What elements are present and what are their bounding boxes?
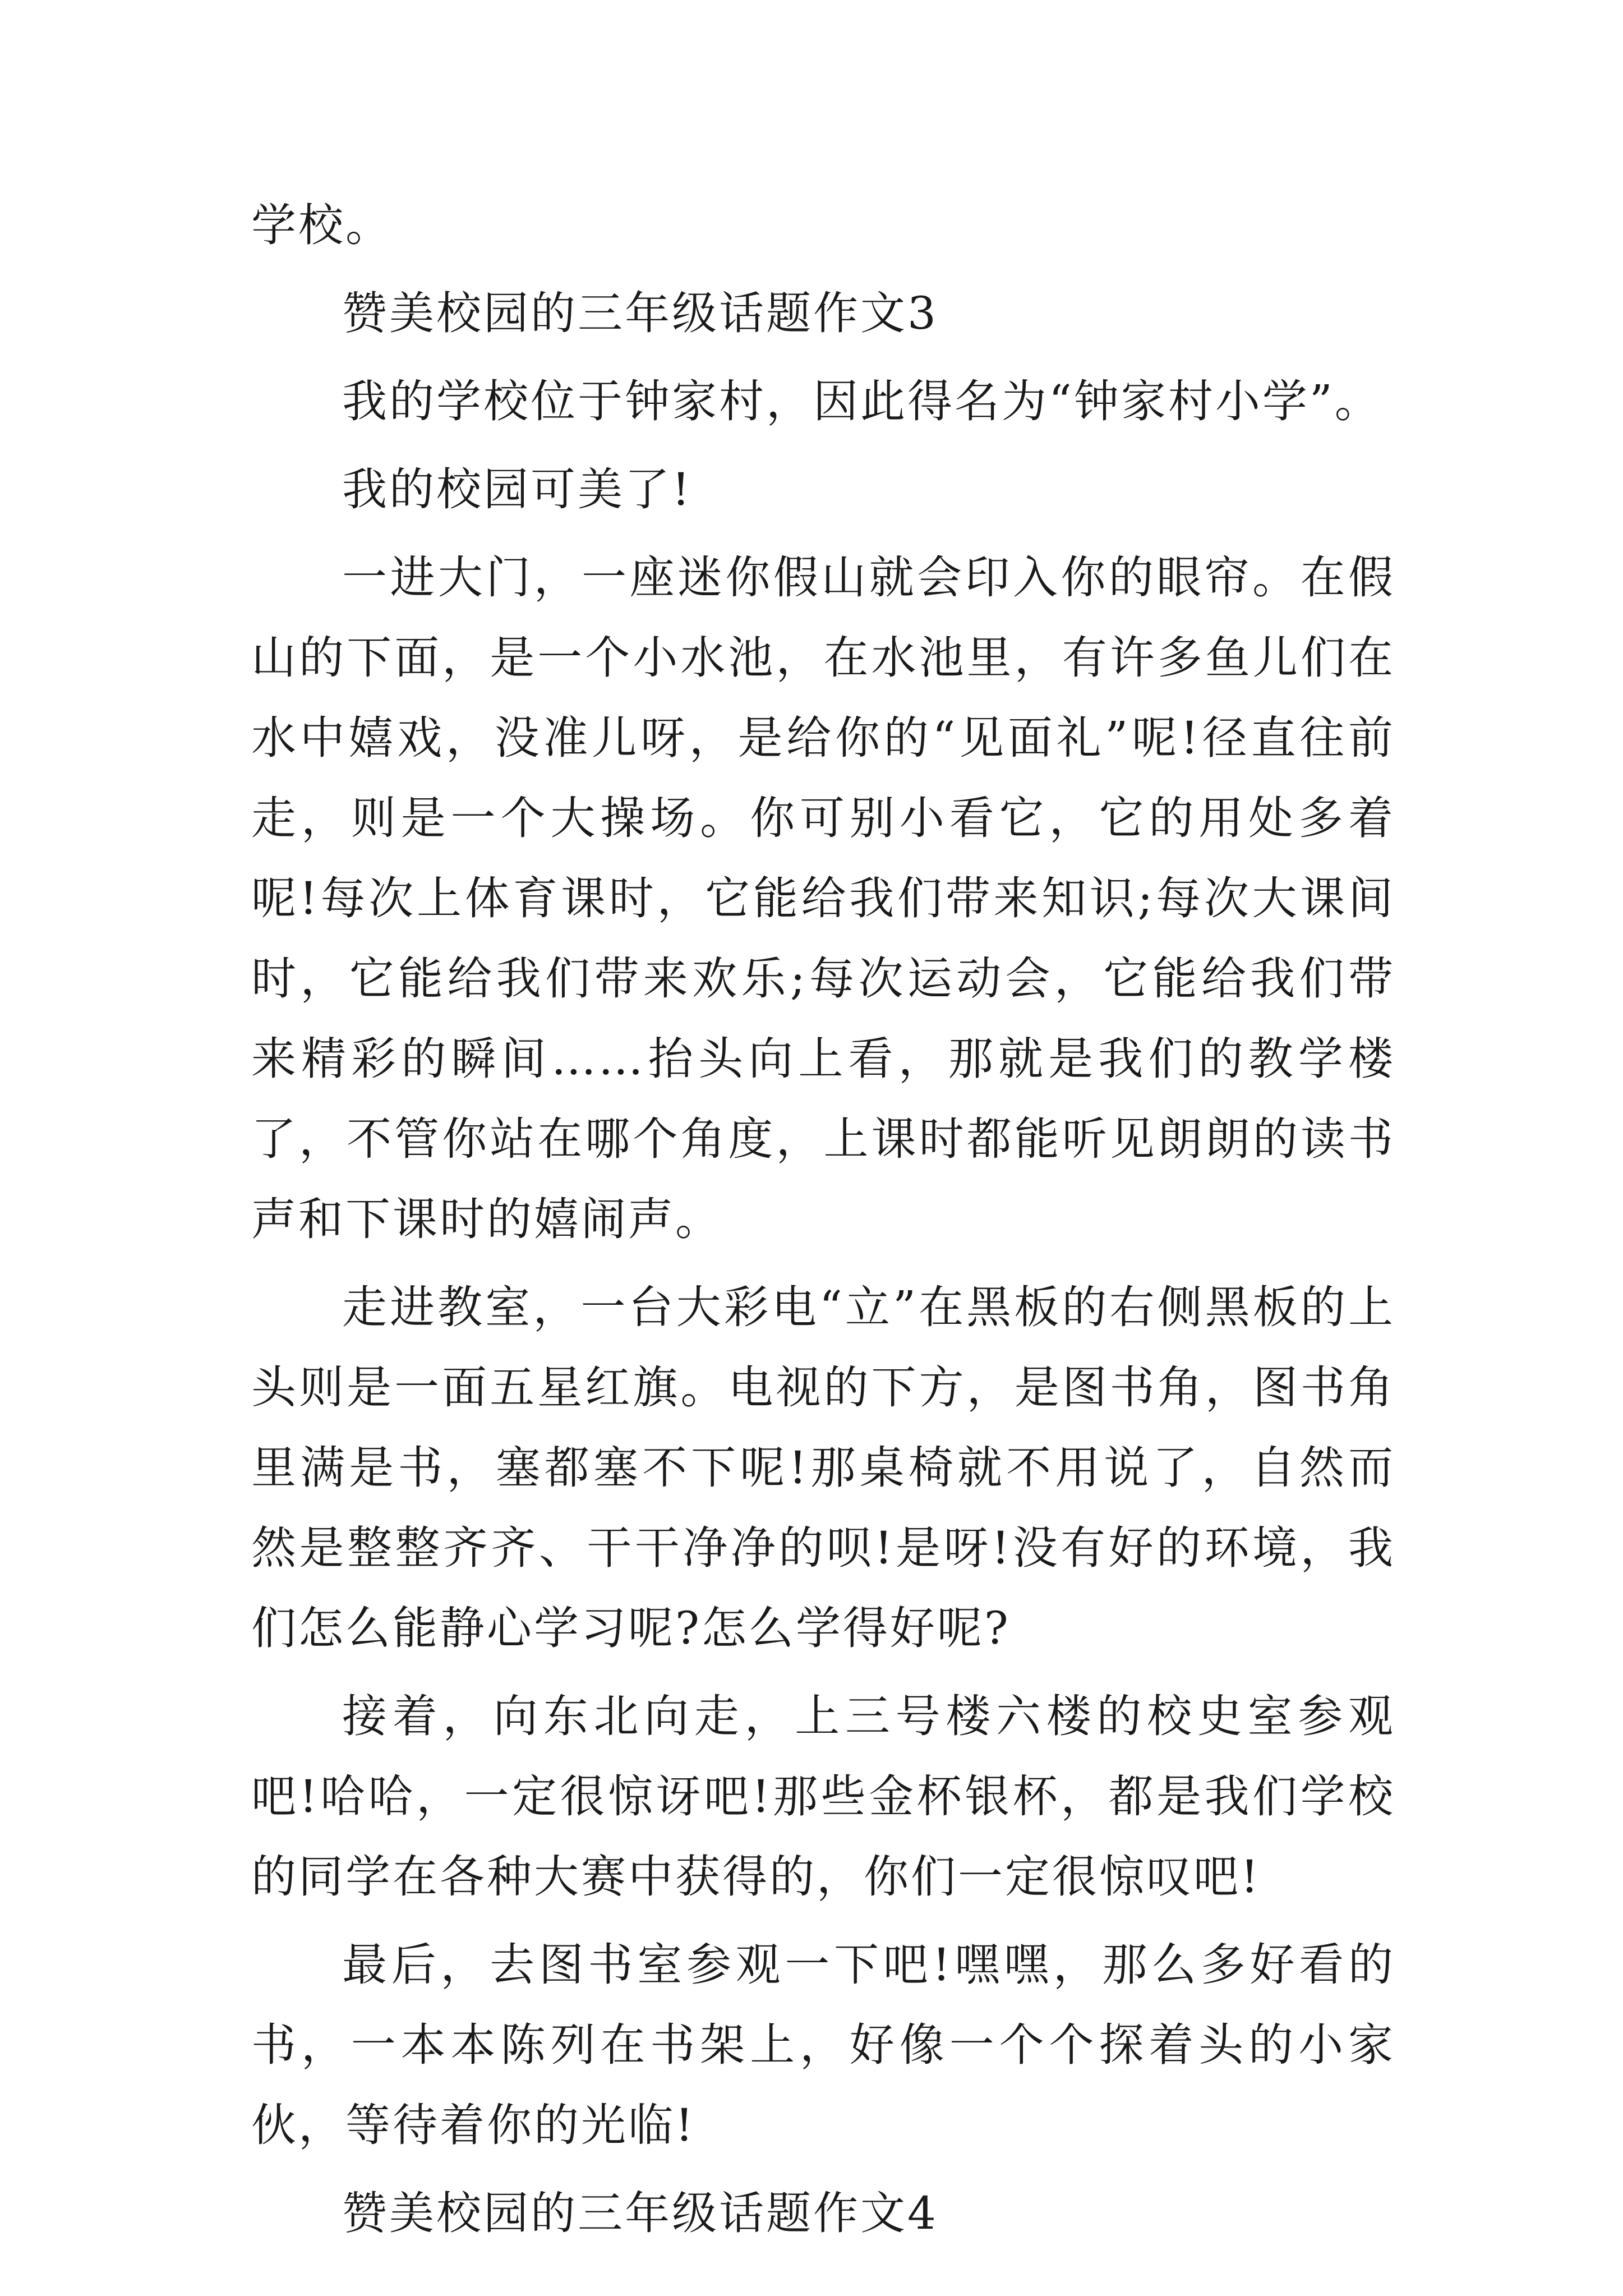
paragraph-library: 最后，去图书室参观一下吧!嘿嘿，那么多好看的书，一本本陈列在书架上，好像一个个探着头的小家伙，等待着你的光临! [251, 1939, 1395, 2151]
paragraph-school-name: 我的学校位于钟家村，因此得名为“钟家村小学”。 [342, 375, 1382, 427]
essay-heading-3: 赞美校园的三年级话题作文3 [342, 287, 938, 339]
essay-heading-4: 赞美校园的三年级话题作文4 [342, 2187, 938, 2239]
paragraph-entrance: 一进大门，一座迷你假山就会印入你的眼帘。在假山的下面，是一个小水池，在水池里，有许多鱼儿们在水中嬉戏，没准儿呀，是给你的“见面礼”呢!径直往前走，则是一个大操场。你可别小看它，它的用处多着呢!每次上体育课时，它能给我们带来知识;每次大课间时，它能给我们带来欢乐;每次运动会，它能给我们带来精彩的瞬间……抬头向上看，那就是我们的教学楼了，不管你站在哪个角度，上课时都能听见朗朗的读书声和下课时的嬉闹声。 [251, 551, 1395, 1245]
paragraph-campus-beautiful: 我的校园可美了! [342, 463, 693, 516]
essay-body [251, 185, 1395, 2261]
paragraph-history-room: 接着，向东北向走，上三号楼六楼的校史室参观吧!哈哈，一定很惊讶吧!那些金杯银杯，都是我们学校的同学在各种大赛中获得的，你们一定很惊叹吧! [251, 1690, 1395, 1903]
paragraph-classroom: 走进教室，一台大彩电“立”在黑板的右侧黑板的上头则是一面五星红旗。电视的下方，是图书角，图书角里满是书，塞都塞不下呢!那桌椅就不用说了，自然而然是整整齐齐、干干净净的呗!是呀!没有好的环境，我们怎么能静心学习呢?怎么学得好呢? [251, 1281, 1395, 1654]
paragraph-continuation: 学校。 [251, 199, 393, 251]
